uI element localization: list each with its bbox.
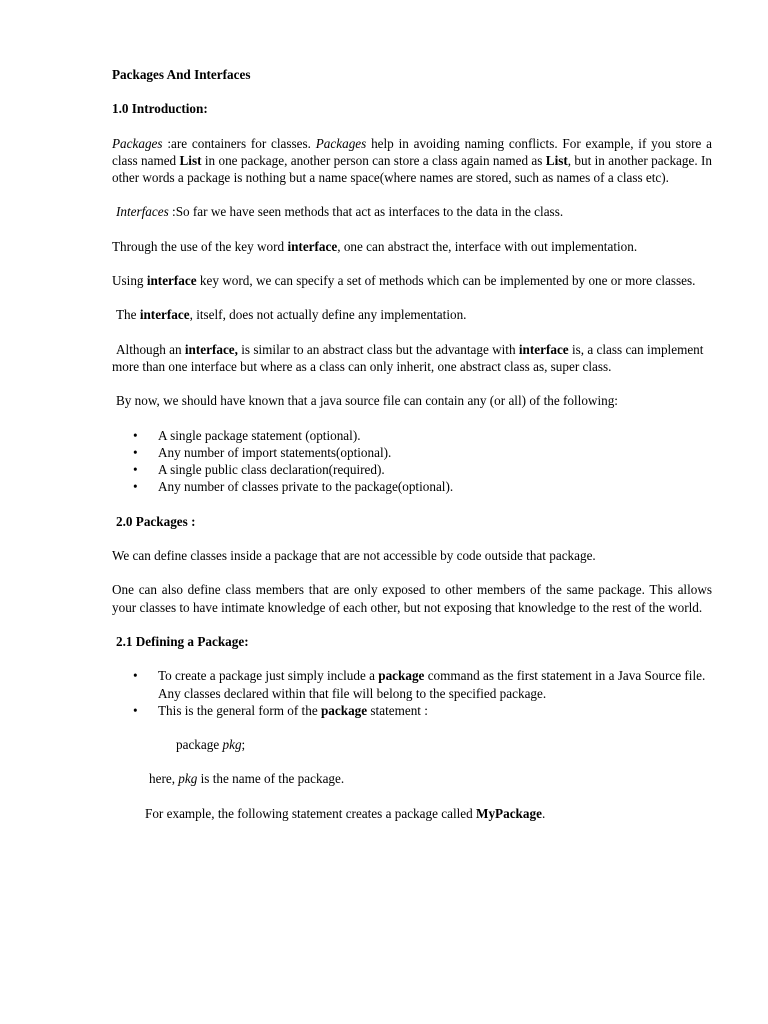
pkg-term: pkg xyxy=(178,771,198,787)
package-keyword: package xyxy=(320,702,368,718)
text-run: statement : xyxy=(367,702,428,718)
mypackage-term: MyPackage xyxy=(476,805,542,821)
pkg-term: pkg xyxy=(222,737,242,753)
list-item: • A single package statement (optional). xyxy=(112,427,712,444)
text-run: ; xyxy=(241,737,246,753)
interfaces-term: Interfaces xyxy=(116,204,169,220)
interface-keyword: interface xyxy=(146,273,197,289)
document-title: Packages And Interfaces xyxy=(112,67,251,82)
list-term-2: List xyxy=(545,152,568,168)
using-paragraph xyxy=(112,272,712,289)
text-run: :So far we have seen methods that act as interfaces to the data in the class. xyxy=(168,204,564,220)
text-run: This is the general form of the xyxy=(158,702,321,718)
class-members-paragraph: One can also define class members that are only exposed to other members of the same package. This allows your classes to have intimate knowledge of each other, but not exposing that knowledge to the rest of the world. xyxy=(112,582,712,615)
section-heading-introduction: 1.0 Introduction: xyxy=(112,101,208,117)
section-heading-packages: 2.0 Packages : xyxy=(116,513,196,529)
example-line xyxy=(112,805,712,822)
text-run: Through the use of the key word xyxy=(112,238,288,254)
text-run: . xyxy=(541,805,546,821)
source-file-list xyxy=(112,427,712,496)
text-run: , one can abstract the, interface with out implementation. xyxy=(337,238,638,254)
package-keyword: package xyxy=(378,668,425,684)
interface-keyword-2: interface xyxy=(518,341,569,357)
text-run: command as the first statement in a Java Source file. Any classes declared within that file will belong to the specified package. xyxy=(158,668,706,701)
text-run: , but in another package. In other words a package is nothing but a name space(where names are stored, such as names of a class etc). xyxy=(112,152,712,186)
text-run: in one package, another person can store a class again named as xyxy=(201,152,546,168)
text-run: , itself, does not actually define any implementation. xyxy=(189,307,467,323)
through-paragraph xyxy=(112,238,712,255)
text-run: help in avoiding naming conflicts. For example, if you store a class named xyxy=(112,135,712,168)
package-statement-code xyxy=(112,736,712,753)
list-item xyxy=(112,702,712,719)
although-paragraph xyxy=(112,341,712,376)
by-now-paragraph: By now, we should have known that a java source file can contain any (or all) of the following: xyxy=(116,393,618,409)
define-classes-paragraph: We can define classes inside a package that are not accessible by code outside that package. xyxy=(112,548,596,564)
text-run: For example, the following statement creates a package called xyxy=(145,805,477,821)
packages-term: Packages xyxy=(112,135,163,151)
text-run: is, a class can implement more than one interface but where as a class can only inherit, one abstract class as, super class. xyxy=(112,341,704,374)
list-item xyxy=(112,667,712,702)
text-run: To create a package just simply include a xyxy=(158,668,379,684)
text-run: is the name of the package. xyxy=(197,771,345,787)
text-run: :are containers for classes. xyxy=(162,135,316,151)
packages-term-2: Packages xyxy=(315,135,367,151)
text-run: key word, we can specify a set of methods which can be implemented by one or more classes. xyxy=(196,273,696,289)
defining-package-list xyxy=(112,667,712,719)
text-run: Although an xyxy=(116,341,185,357)
interface-keyword: interface xyxy=(139,307,190,323)
text-run: Using xyxy=(112,273,147,289)
interfaces-paragraph xyxy=(112,203,712,220)
list-item: • Any number of import statements(optional). xyxy=(112,444,712,461)
here-line xyxy=(112,770,712,787)
text-run: The xyxy=(116,307,140,323)
section-heading-defining-package: 2.1 Defining a Package: xyxy=(116,633,249,649)
list-term: List xyxy=(179,152,202,168)
text-run: is similar to an abstract class but the advantage with xyxy=(237,341,519,357)
the-interface-paragraph xyxy=(112,306,712,323)
packages-paragraph xyxy=(112,135,712,187)
text-run: package xyxy=(176,737,223,753)
list-item: • Any number of classes private to the package(optional). xyxy=(112,478,712,495)
interface-keyword: interface, xyxy=(184,341,238,357)
document-body xyxy=(112,66,712,822)
list-item: • A single public class declaration(required). xyxy=(112,461,712,478)
text-run: here, xyxy=(149,771,179,787)
interface-keyword: interface xyxy=(287,238,338,254)
